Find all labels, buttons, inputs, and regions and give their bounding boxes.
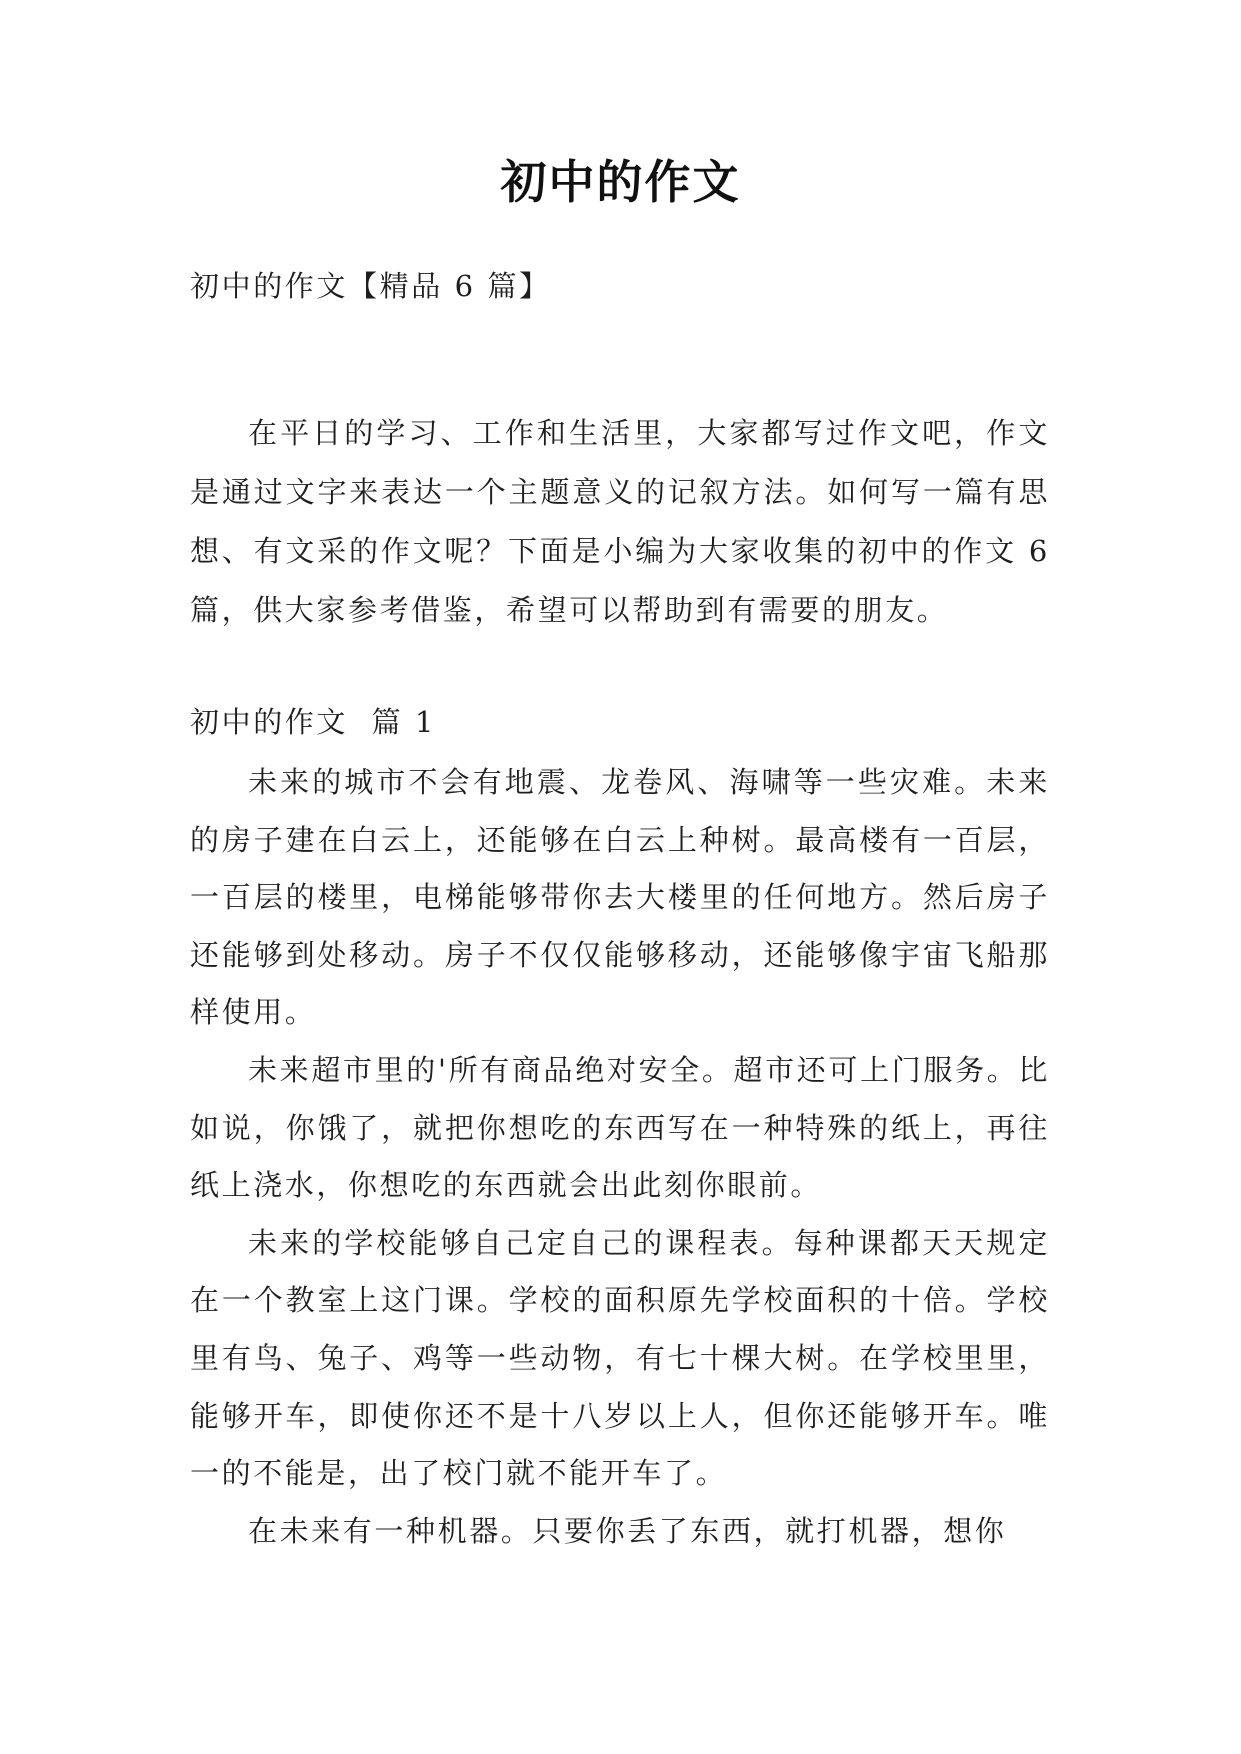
essay-paragraph: 在未来有一种机器。只要你丢了东西，就打机器，想你 — [248, 1513, 1007, 1548]
section-heading: 初中的作文 篇 1 — [190, 705, 437, 739]
essay-paragraph: 未来的学校能够自己定自己的课程表。每种课都天天规定在一个教室上这门课。学校的面积原先学校面积的十倍。学校里有鸟、兔子、鸡等一些动物，有七十棵大树。在学校里里，能够开车，即使你还不是十八岁以上人，但你还能够开车。唯一的不能是，出了校门就不能开车了。 — [190, 1225, 1050, 1491]
essay-paragraph: 未来的城市不会有地震、龙卷风、海啸等一些灾难。未来的房子建在白云上，还能够在白云上种树。最高楼有一百层，一百层的楼里，电梯能够带你去大楼里的任何地方。然后房子还能够到处移动。房子不仅仅能够移动，还能够像宇宙飞船那样使用。 — [190, 765, 1050, 1030]
essay-body — [190, 754, 1050, 1560]
intro-paragraph: 在平日的学习、工作和生活里，大家都写过作文吧，作文是通过文字来表达一个主题意义的记叙方法。如何写一篇有思想、有文采的作文呢？下面是小编为大家收集的初中的作文 6 篇，供大家参考借鉴，希望可以帮助到有需要的朋友。 — [190, 416, 1050, 627]
document-subtitle: 初中的作文【精品 6 篇】 — [190, 269, 551, 303]
document-title: 初中的作文 — [500, 155, 741, 209]
essay-paragraph: 未来超市里的'所有商品绝对安全。超市还可上门服务。比如说，你饿了，就把你想吃的东西写在一种特殊的纸上，再往纸上浇水，你想吃的东西就会出此刻你眼前。 — [190, 1052, 1050, 1203]
intro-section — [190, 404, 1050, 640]
